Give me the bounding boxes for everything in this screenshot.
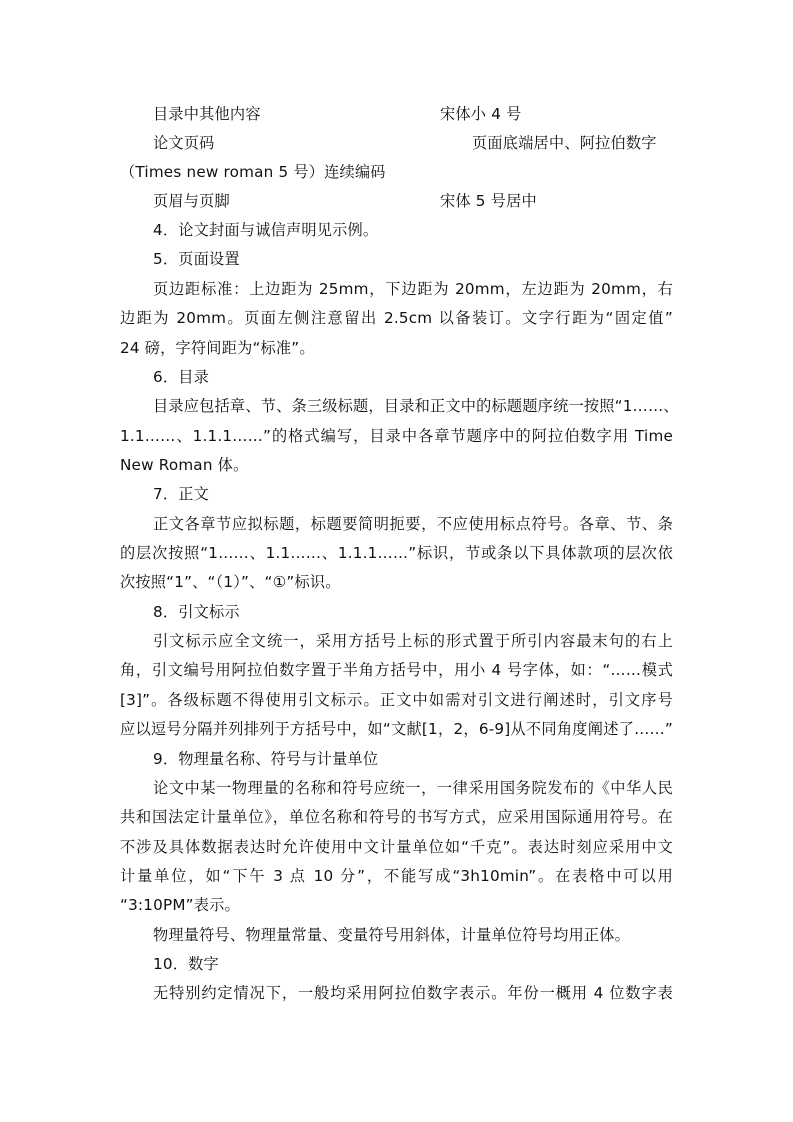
paragraph-line: 24 磅，字符间距为“标准”。 [120, 339, 315, 357]
section-heading-4: 4．论文封面与诚信声明见示例。 [153, 221, 379, 239]
paragraph-line: “3:10PM”表示。 [120, 896, 240, 914]
paragraph-line: 引文标示应全文统一，采用方括号上标的形式置于所引内容最末句的右上 [153, 632, 673, 650]
paragraph-line: 正文各章节应拟标题，标题要简明扼要，不应使用标点符号。各章、节、条 [153, 515, 673, 533]
paragraph-line: 应以逗号分隔并列排列于方括号中，如“文献[1，2，6-9]从不同角度阐述了……” [120, 720, 673, 738]
paragraph-line: 次按照“1”、“（1）”、“①”标识。 [120, 573, 341, 591]
section-heading-7: 7．正文 [153, 485, 210, 503]
paragraph-line: 边距为 20mm。页面左侧注意留出 2.5cm 以备装订。文字行距为“固定值” [120, 309, 673, 327]
paragraph-line: 无特别约定情况下，一般均采用阿拉伯数字表示。年份一概用 4 位数字表 [153, 984, 673, 1002]
paragraph-line: 论文中某一物理量的名称和符号应统一，一律采用国务院发布的《中华人民 [153, 779, 673, 797]
paragraph-line: 页边距标准：上边距为 25mm，下边距为 20mm，左边距为 20mm，右 [153, 280, 673, 298]
row-page-number-value: 页面底端居中、阿拉伯数字 [472, 134, 657, 152]
section-heading-5: 5．页面设置 [153, 250, 240, 268]
paragraph-line: 的层次按照“1……、1.1……、1.1.1……”标识，节或条以下具体款项的层次依 [120, 544, 673, 562]
row-toc-other-label: 目录中其他内容 [153, 105, 261, 123]
row-page-number-cont: （Times new roman 5 号）连续编码 [120, 163, 386, 181]
section-heading-10: 10．数字 [153, 955, 219, 973]
paragraph-line: 共和国法定计量单位》，单位名称和符号的书写方式，应采用国际通用符号。在 [120, 808, 673, 826]
section-heading-9: 9．物理量名称、符号与计量单位 [153, 750, 379, 768]
paragraph-line: 1.1……、1.1.1……”的格式编写，目录中各章节题序中的阿拉伯数字用 Time [120, 427, 673, 445]
paragraph-line: 目录应包括章、节、条三级标题，目录和正文中的标题题序统一按照“1……、 [153, 397, 679, 415]
paragraph-line: 不涉及具体数据表达时允许使用中文计量单位如“千克”。表达时刻应采用中文 [120, 838, 673, 856]
paragraph-line: 物理量符号、物理量常量、变量符号用斜体，计量单位符号均用正体。 [153, 926, 631, 944]
row-header-footer-value: 宋体 5 号居中 [440, 192, 537, 210]
paragraph-line: New Roman 体。 [120, 456, 249, 474]
paragraph-line: [3]”。各级标题不得使用引文标示。正文中如需对引文进行阐述时，引文序号 [120, 691, 673, 709]
paragraph-line: 角，引文编号用阿拉伯数字置于半角方括号中，用小 4 号字体，如：“……模式 [120, 661, 673, 679]
paragraph-line: 计量单位，如“下午 3 点 10 分”，不能写成“3h10min”。在表格中可以用 [120, 867, 673, 885]
row-toc-other-value: 宋体小 4 号 [440, 105, 522, 123]
row-page-number-label: 论文页码 [153, 134, 215, 152]
section-heading-8: 8．引文标示 [153, 603, 240, 621]
section-heading-6: 6．目录 [153, 368, 210, 386]
row-header-footer-label: 页眉与页脚 [153, 192, 230, 210]
